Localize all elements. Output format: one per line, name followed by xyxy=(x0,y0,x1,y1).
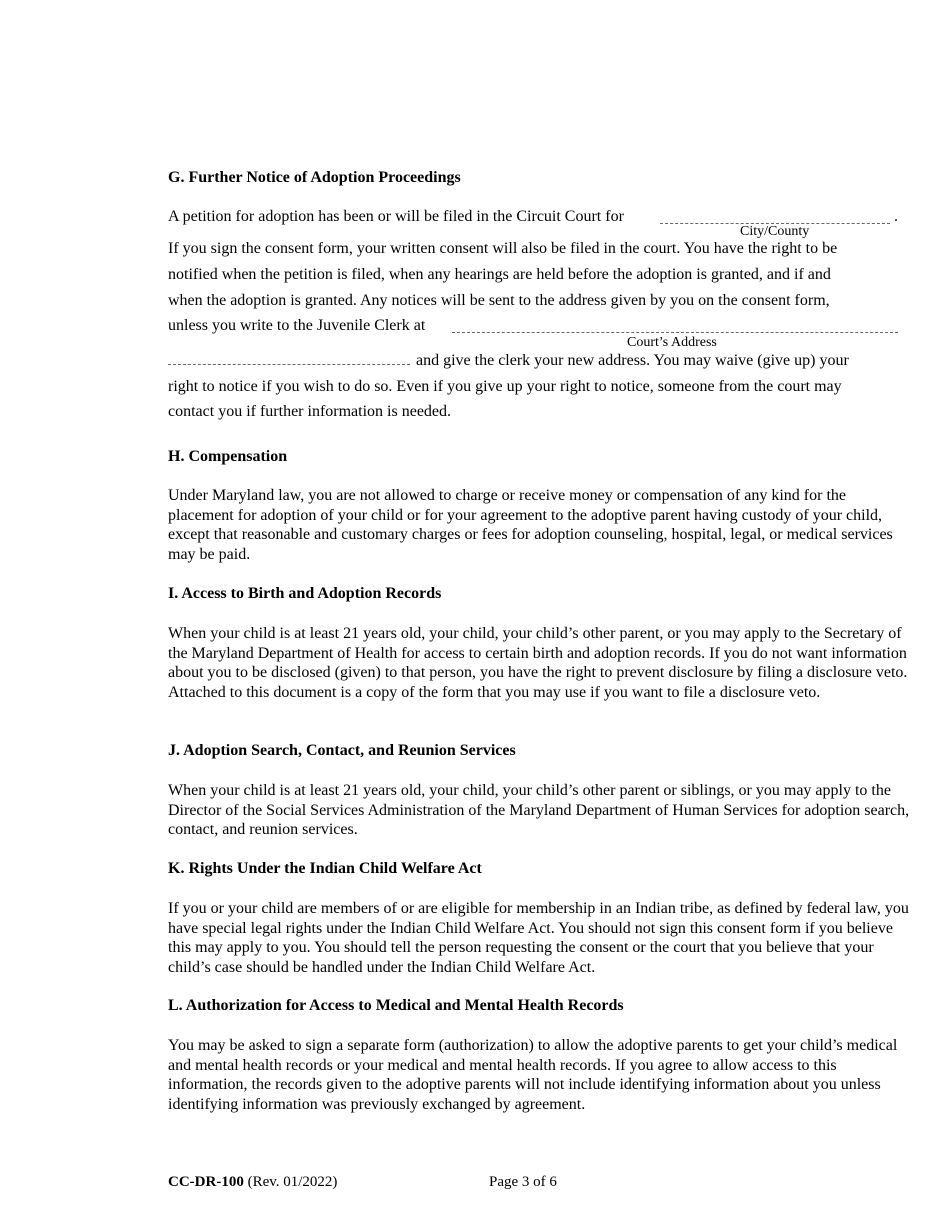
section-g-line8: contact you if further information is needed. xyxy=(168,403,452,420)
footer-revision: (Rev. 01/2022) xyxy=(247,1174,338,1190)
footer-form-id: CC-DR-100 xyxy=(168,1174,244,1190)
section-k-heading: K. Rights Under the Indian Child Welfare Act xyxy=(168,860,482,877)
section-j-heading: J. Adoption Search, Contact, and Reunion Services xyxy=(168,742,516,759)
court-address-label: Court’s Address xyxy=(627,335,717,350)
section-g-line2: If you sign the consent form, your written consent will also be filed in the court. You have the right to be xyxy=(168,240,838,257)
section-g-line3: notified when the petition is filed, when any hearings are held before the adoption is granted, and if and xyxy=(168,266,831,283)
section-i-body: When your child is at least 21 years old, your child, your child’s other parent, or you may apply to the Secretary of the Maryland Department of Health for access to certain birth and adoption records. If you do not want information about you to be disclosed (given) to that person, you have the right to prevent disclosure by filing a disclosure veto. Attached to this document is a copy of the form that you may use if you want to file a disclosure veto. xyxy=(168,625,908,701)
section-l-heading: L. Authorization for Access to Medical and Mental Health Records xyxy=(168,997,624,1014)
section-h-body: Under Maryland law, you are not allowed to charge or receive money or compensation of any kind for the placement for adoption of your child or for your agreement to the adoptive parent having custody of your child, except that reasonable and customary charges or fees for adoption counseling, hospital, legal, or medical services may be paid. xyxy=(168,487,893,563)
section-g-line1: A petition for adoption has been or will be filed in the Circuit Court for xyxy=(168,208,624,225)
section-k-body: If you or your child are members of or are eligible for membership in an Indian tribe, as defined by federal law, you have special legal rights under the Indian Child Welfare Act. You should not sign this consent form if you believe this may apply to you. You should tell the person requesting the consent or the court that you believe that your child’s case should be handled under the Indian Child Welfare Act. xyxy=(168,900,909,976)
section-h-heading: H. Compensation xyxy=(168,448,288,465)
section-g-line5: unless you write to the Juvenile Clerk at xyxy=(168,317,426,334)
section-j-body: When your child is at least 21 years old, your child, your child’s other parent or siblings, or you may apply to the Director of the Social Services Administration of the Maryland Department of Human Services for adoption search, contact, and reunion services. xyxy=(168,782,910,839)
section-g-line7: right to notice if you wish to do so. Even if you give up your right to notice, someone from the court may xyxy=(168,378,842,395)
section-g-line1-period: . xyxy=(894,208,898,225)
section-g-line6: and give the clerk your new address. You may waive (give up) your xyxy=(416,352,849,369)
court-address-field-line1[interactable] xyxy=(452,332,898,333)
section-i-heading: I. Access to Birth and Adoption Records xyxy=(168,585,442,602)
section-g-heading: G. Further Notice of Adoption Proceedings xyxy=(168,169,461,186)
court-address-field-line2[interactable] xyxy=(168,364,410,365)
footer-form-info xyxy=(168,1173,337,1191)
footer-page-number: Page 3 of 6 xyxy=(489,1174,557,1190)
city-county-label: City/County xyxy=(740,224,810,239)
section-g-line4: when the adoption is granted. Any notices will be sent to the address given by you on the consent form, xyxy=(168,292,830,309)
section-l-body: You may be asked to sign a separate form (authorization) to allow the adoptive parents to get your child’s medical and mental health records or your medical and mental health records. If you agree to allow access to this information, the records given to the adoptive parents will not include identifying information about you unless identifying information was previously exchanged by agreement. xyxy=(168,1037,898,1113)
